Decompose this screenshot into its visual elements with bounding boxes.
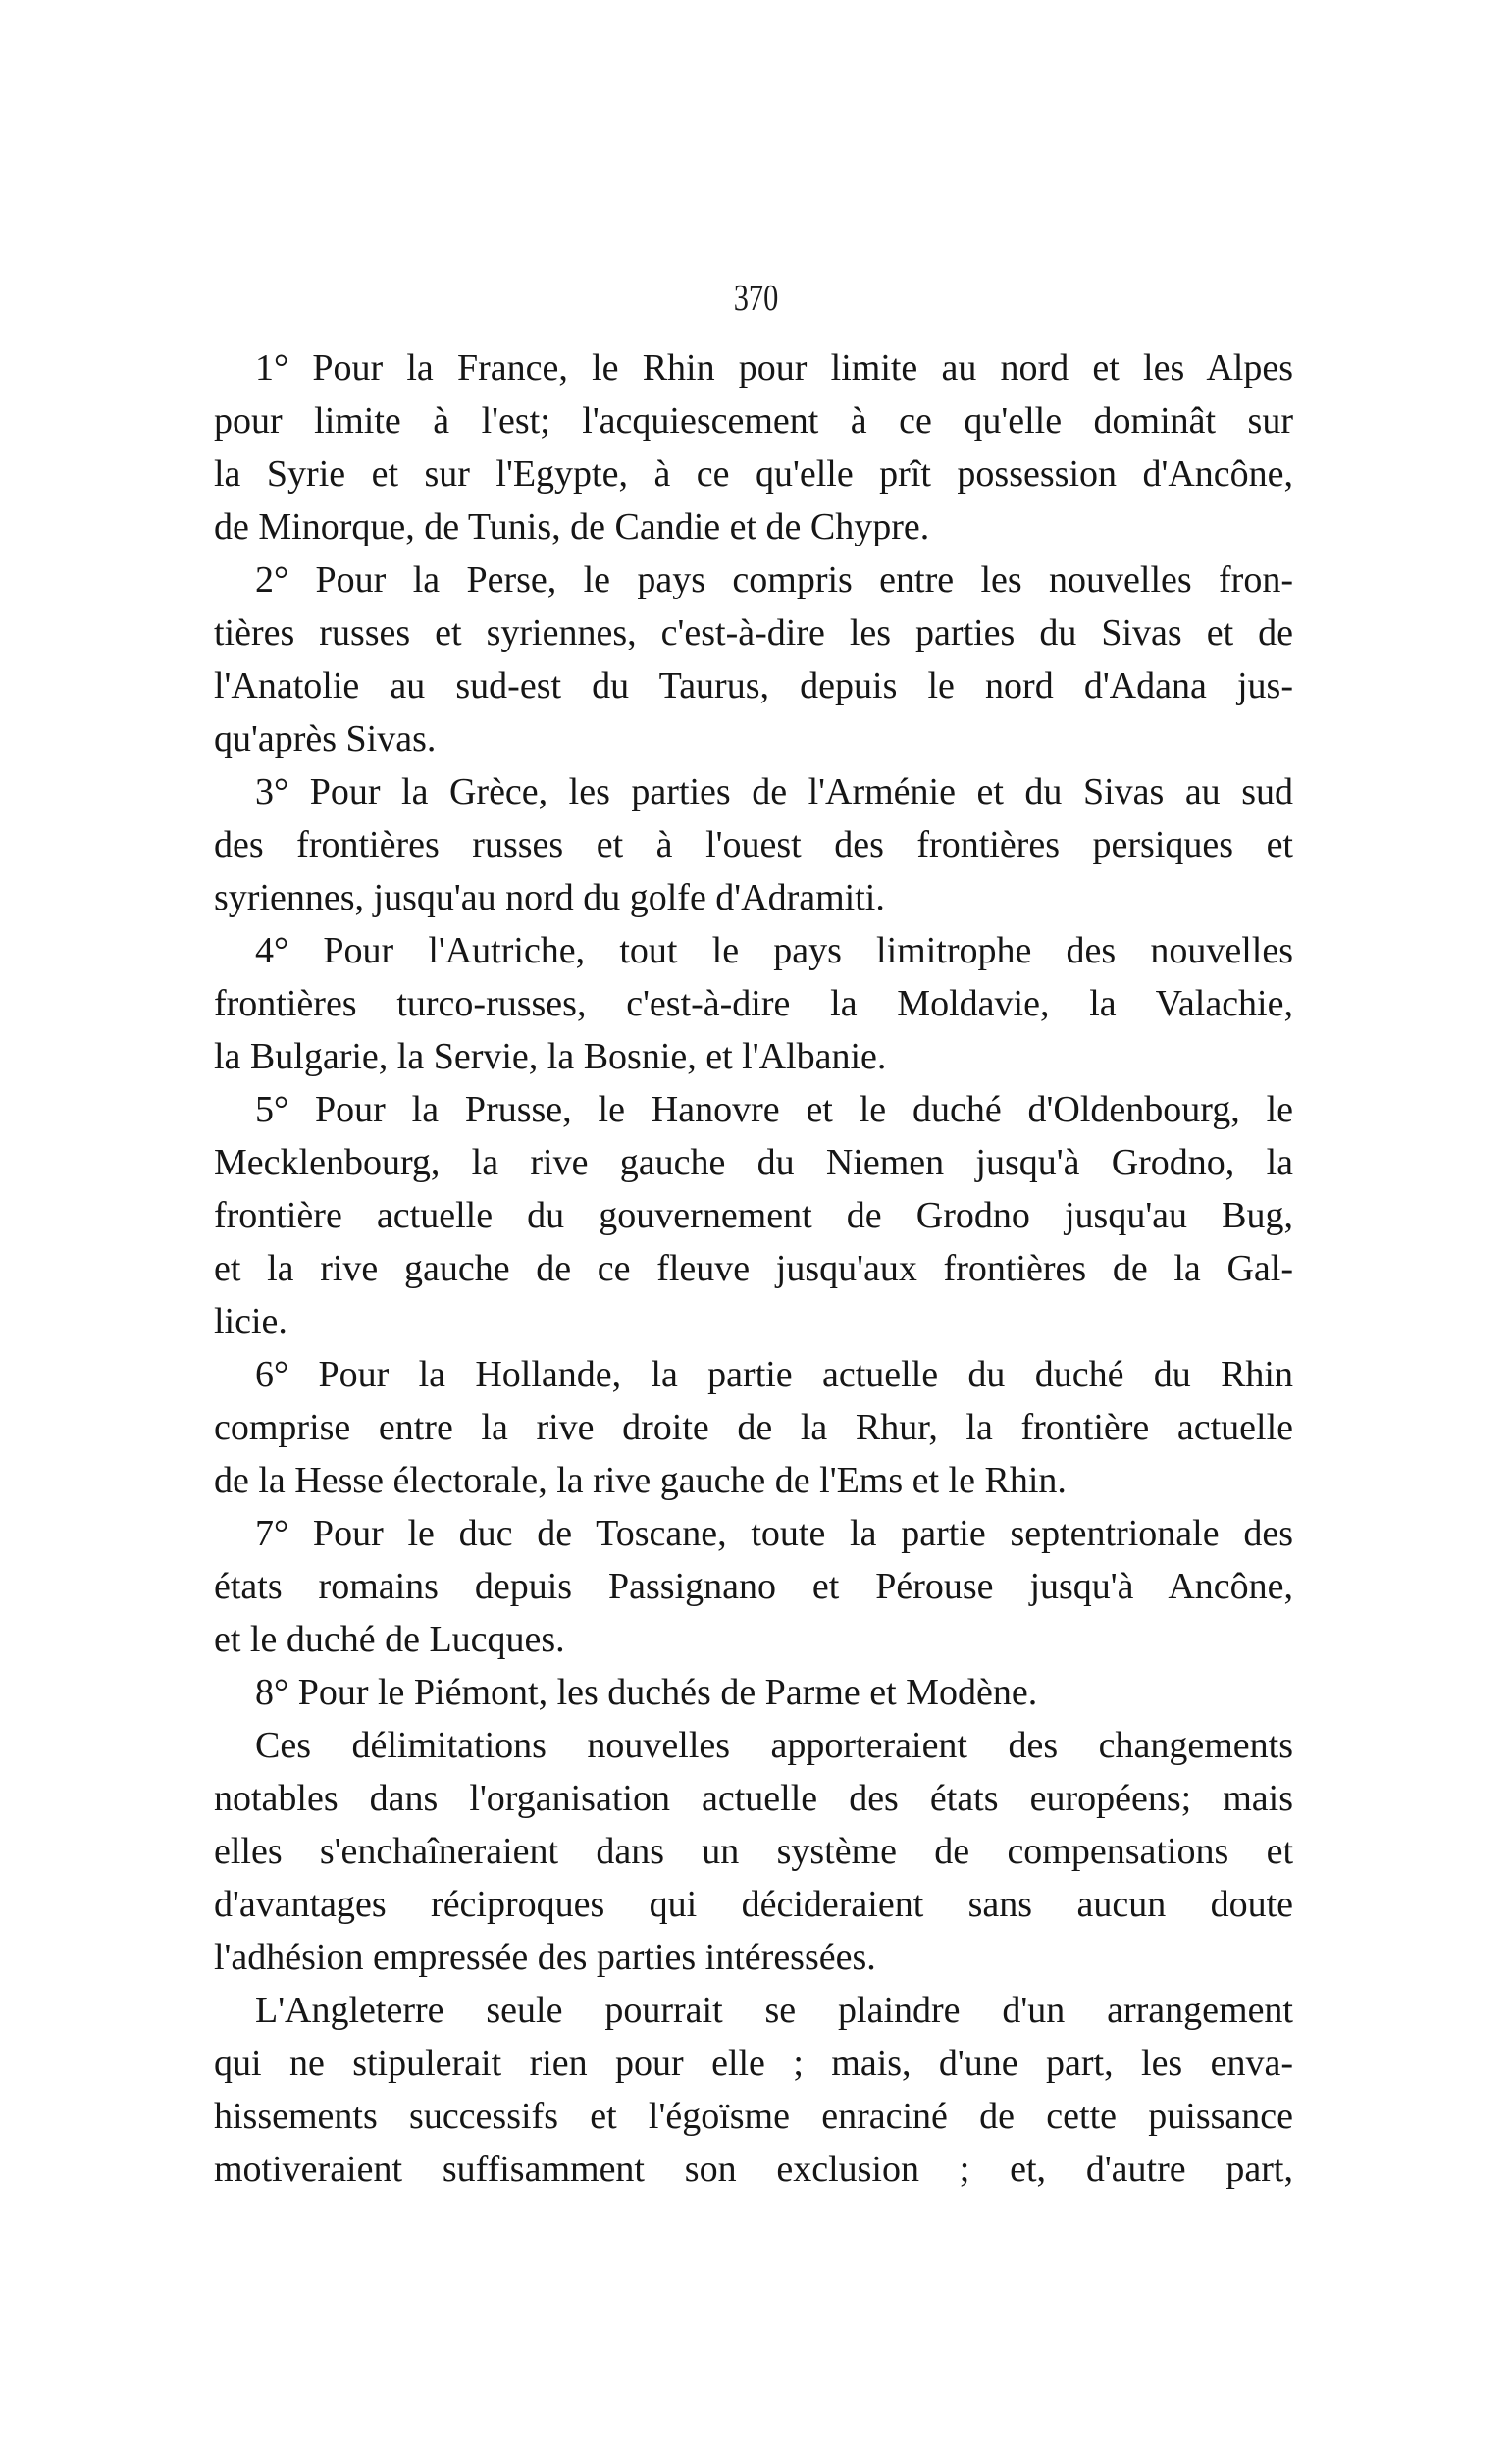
text-line: Ces délimitations nouvelles apporteraient des changements bbox=[255, 1725, 1293, 1766]
text-line: et la rive gauche de ce fleuve jusqu'aux frontières de la Gal- bbox=[214, 1248, 1293, 1289]
text-line: 6° Pour la Hollande, la partie actuelle du duché du Rhin bbox=[255, 1354, 1293, 1395]
text-line: états romains depuis Passignano et Pérouse jusqu'à Ancône, bbox=[214, 1566, 1293, 1607]
text-line: de la Hesse électorale, la rive gauche de l'Ems et le Rhin. bbox=[214, 1460, 1067, 1501]
text-line: 2° Pour la Perse, le pays compris entre les nouvelles fron- bbox=[255, 559, 1293, 600]
text-line: la Bulgarie, la Servie, la Bosnie, et l'Albanie. bbox=[214, 1036, 887, 1077]
text-line: d'avantages réciproques qui décideraient sans aucun doute bbox=[214, 1884, 1293, 1925]
page-number: 370 bbox=[733, 278, 779, 319]
text-line: 8° Pour le Piémont, les duchés de Parme et Modène. bbox=[255, 1672, 1038, 1713]
paragraph bbox=[214, 1348, 1293, 1507]
text-line: 3° Pour la Grèce, les parties de l'Arménie et du Sivas au sud bbox=[255, 771, 1293, 812]
paragraph bbox=[214, 341, 1293, 553]
text-line: 4° Pour l'Autriche, tout le pays limitrophe des nouvelles bbox=[255, 930, 1293, 971]
text-line: 1° Pour la France, le Rhin pour limite au nord et les Alpes bbox=[255, 347, 1293, 389]
text-line: 7° Pour le duc de Toscane, toute la partie septentrionale des bbox=[255, 1513, 1293, 1554]
paragraph bbox=[214, 553, 1293, 765]
text-line: et le duché de Lucques. bbox=[214, 1619, 565, 1660]
text-line: hissements successifs et l'égoïsme enraciné de cette puissance bbox=[214, 2096, 1293, 2137]
text-line: pour limite à l'est; l'acquiescement à ce qu'elle dominât sur bbox=[214, 400, 1293, 442]
text-line: licie. bbox=[214, 1301, 287, 1342]
paragraph bbox=[214, 1719, 1293, 1984]
text-line: motiveraient suffisamment son exclusion ; et, d'autre part, bbox=[214, 2149, 1293, 2190]
text-line: Mecklenbourg, la rive gauche du Niemen jusqu'à Grodno, la bbox=[214, 1142, 1293, 1183]
paragraph bbox=[214, 924, 1293, 1083]
text-line: qui ne stipulerait rien pour elle ; mais, d'une part, les enva- bbox=[214, 2043, 1293, 2084]
text-line: syriennes, jusqu'au nord du golfe d'Adramiti. bbox=[214, 877, 885, 918]
text-line: notables dans l'organisation actuelle des états européens; mais bbox=[214, 1778, 1293, 1819]
text-line: 5° Pour la Prusse, le Hanovre et le duché d'Oldenbourg, le bbox=[255, 1089, 1293, 1130]
text-line: l'adhésion empressée des parties intéressées. bbox=[214, 1937, 876, 1978]
text-line: des frontières russes et à l'ouest des frontières persiques et bbox=[214, 824, 1293, 865]
text-line: elles s'enchaîneraient dans un système de compensations et bbox=[214, 1831, 1293, 1872]
paragraph bbox=[214, 1984, 1293, 2196]
text-line: de Minorque, de Tunis, de Candie et de Chypre. bbox=[214, 506, 930, 547]
text-line: frontière actuelle du gouvernement de Grodno jusqu'au Bug, bbox=[214, 1195, 1293, 1236]
paragraph bbox=[214, 1507, 1293, 1666]
text-line: L'Angleterre seule pourrait se plaindre d'un arrangement bbox=[255, 1990, 1293, 2031]
text-line: tières russes et syriennes, c'est-à-dire les parties du Sivas et de bbox=[214, 612, 1293, 653]
body-text bbox=[214, 341, 1293, 2196]
paragraph bbox=[214, 1083, 1293, 1348]
paragraph bbox=[214, 765, 1293, 924]
text-line: la Syrie et sur l'Egypte, à ce qu'elle prît possession d'Ancône, bbox=[214, 453, 1293, 494]
text-line: qu'après Sivas. bbox=[214, 718, 437, 759]
text-line: l'Anatolie au sud-est du Taurus, depuis le nord d'Adana jus- bbox=[214, 665, 1293, 706]
text-line: comprise entre la rive droite de la Rhur, la frontière actuelle bbox=[214, 1407, 1293, 1448]
paragraph bbox=[214, 1666, 1293, 1719]
text-line: frontières turco-russes, c'est-à-dire la Moldavie, la Valachie, bbox=[214, 983, 1293, 1024]
